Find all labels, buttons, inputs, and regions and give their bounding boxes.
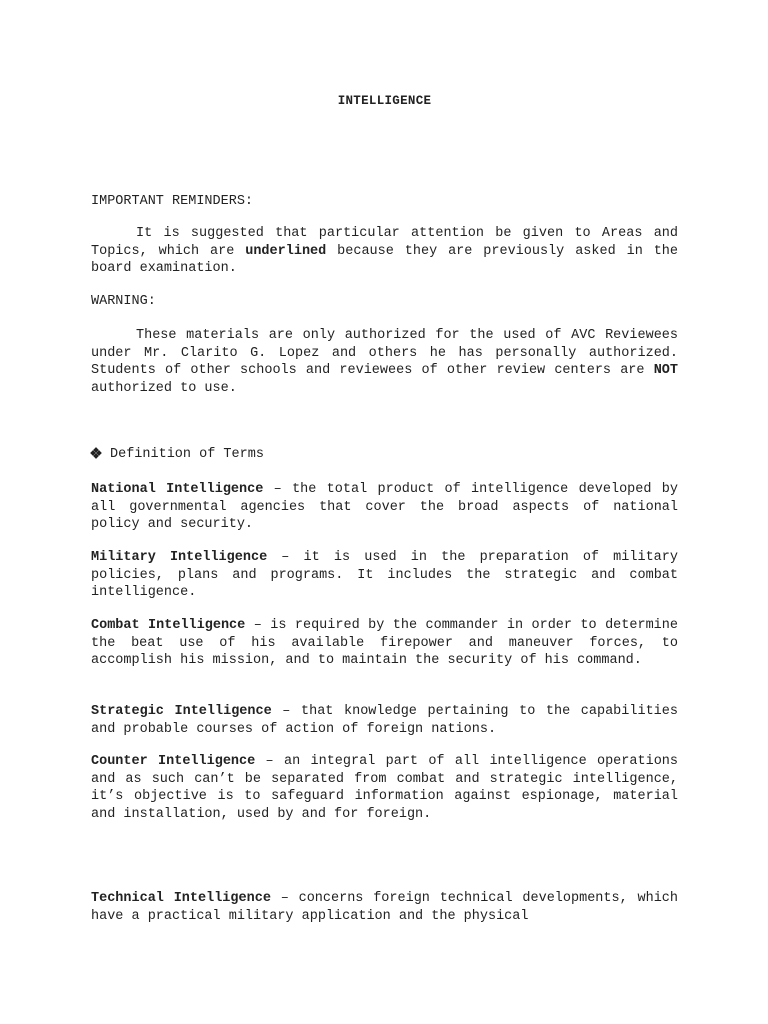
warning-paragraph: [91, 327, 678, 397]
diamond-bullet-icon: [91, 448, 101, 458]
warning-heading: WARNING:: [91, 294, 156, 309]
term-military-intelligence: [91, 549, 678, 602]
term-combat-intelligence: [91, 617, 678, 670]
term-definition: – that knowledge pertaining to the capabilities and probable courses of action of foreign nations.: [91, 704, 678, 737]
reminders-bold-word: underlined: [245, 243, 327, 259]
reminders-text-start: It is suggested that particular attention be given to Areas and Topics, which are: [91, 226, 678, 259]
term-technical-intelligence: [91, 890, 678, 925]
term-name: Technical Intelligence: [91, 891, 271, 906]
term-name: Military Intelligence: [91, 550, 268, 565]
term-strategic-intelligence: [91, 703, 678, 738]
term-definition: – it is used in the preparation of military policies, plans and programs. It includes the strategic and combat intelligence.: [91, 550, 678, 601]
warning-bold-word: NOT: [653, 363, 678, 379]
reminders-paragraph: [91, 225, 678, 278]
section-heading-label: Definition of Terms: [110, 447, 264, 462]
term-name: Strategic Intelligence: [91, 704, 272, 719]
reminders-heading: IMPORTANT REMINDERS:: [91, 194, 254, 209]
reminders-text-end: because they are previously asked in the board examination.: [91, 243, 679, 277]
term-definition: – concerns foreign technical developments, which have a practical military application and the physical: [91, 891, 678, 924]
term-national-intelligence: [91, 481, 678, 534]
page-title: INTELLIGENCE: [337, 94, 432, 108]
term-name: National Intelligence: [91, 482, 264, 497]
term-counter-intelligence: [91, 753, 678, 823]
term-name: Combat Intelligence: [91, 618, 246, 633]
term-name: Counter Intelligence: [91, 754, 256, 769]
term-definition: – an integral part of all intelligence operations and as such can’t be separated from combat and strategic intelligence, it’s objective is to safeguard information against espionage, material and installation, used by and for foreign.: [91, 754, 678, 822]
warning-text-end: authorized to use.: [91, 380, 237, 396]
term-definition: – the total product of intelligence developed by all governmental agencies that cover the broad aspects of national policy and security.: [91, 482, 678, 533]
warning-text-start: These materials are only authorized for the used of AVC Reviewees under Mr. Clarito G. Lopez and others he has personally authorized. Students of other schools and reviewees of other review centers are: [91, 328, 678, 379]
term-definition: – is required by the commander in order to determine the beat use of his available firepower and maneuver forces, to accomplish his mission, and to maintain the security of his command.: [91, 618, 678, 669]
section-heading: [91, 446, 678, 464]
